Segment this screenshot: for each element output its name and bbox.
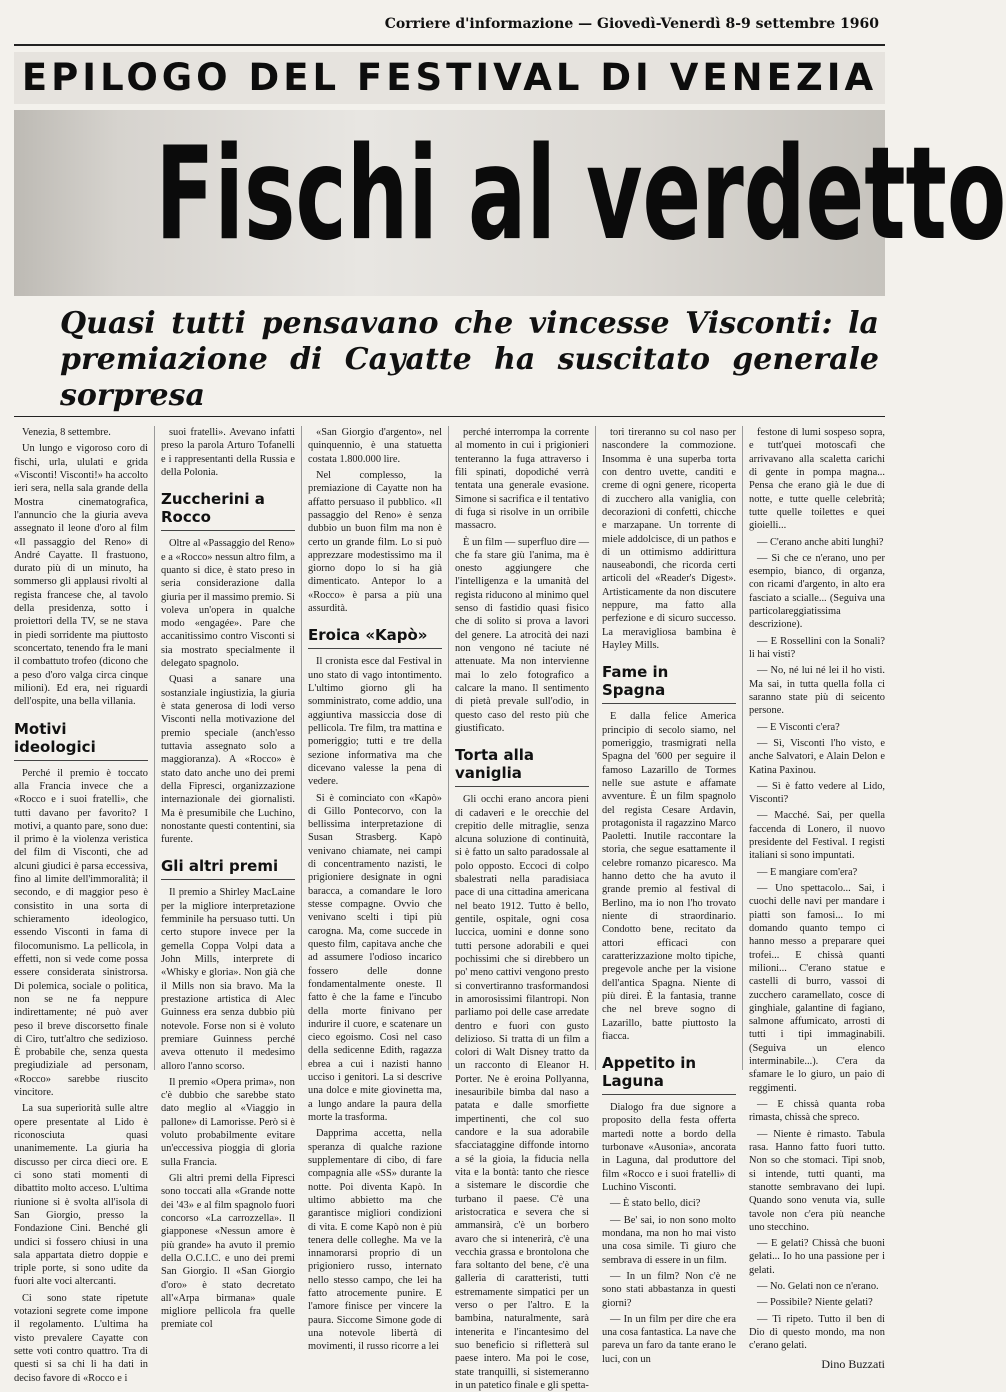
paragraph: Quasi a sanare una sostanziale ingiustizia, la giuria è stata generosa di lodi verso Visconti nella motivazione del premio speciale (anch'esso tuttavia assegnato solo a maggioranza). A «Rocco» è stato dato anche uno dei premi della Fipresci, organizzazione internazionale dei giornalisti. Ma è presumibile che Luchino, nonostante questi contentini, sia furente. [161, 674, 295, 846]
paragraph: — No. Gelati non ce n'erano. [757, 1281, 879, 1293]
paragraph: Dapprima accetta, nella speranza di qualche razione supplementare di cibo, di fare compagnia alle «SS» durante la notte. Poi diventa Kapò. In ultimo abbietto ma che garantisce migliori condizioni di vita. E come Kapò non è più tenera delle colleghe. Ma ve la innamorarsi proprio di un prigioniero russo, internato nello stesso campo, che lei ha fatto atrocemente punire. E l'amore finisce per vincere la paura. Siccome Simone gode di una notevole libertà di movimenti, il russo ricorre a lei [308, 1128, 442, 1353]
column-separator [154, 426, 155, 1070]
paragraph: perché interrompa la corrente al momento in cui i prigionieri tenteranno la fuga attraverso i fili spinati, dopodiché verrà tentata una generale evasione. Simone si sacrifica e il tentativo di fuga si risolve in un orribile massacro. [455, 427, 589, 532]
paragraph: — Sì è fatto vedere al Lido, Visconti? [749, 780, 885, 806]
paragraph: — Be' sai, io non sono molto mondana, ma non ho mai visto una cosa simile. Ti giuro che sembrava di essere in un film. [602, 1214, 736, 1266]
paragraph: Gli occhi erano ancora pieni di cadaveri e le orecchie del crepitio delle mitraglie, senza alcuna soluzione di continuità, si è fatto un salto paradossale al polo opposto. Eccoci di colpo sbalestrati nella paradisiaca pace di una cittadina americana nel beato 1912. Tutto è bello, gentile, ospitale, ogni cosa luccica, uomini e donne sono tutti persone adorabili e quei pochissimi che si direbbero un po' meno cattivi vengono presto si convertiranno trasformandosi in amorosissimi filantropi. Non parliamo poi delle case arredate dentro e fuori con gusto delizioso. Si tratta di un film a colori di Walt Disney tratto da un racconto di Eleanor H. Porter. Ne è eroina Pollyanna, inesauribile bimba dal naso a patata e dalle smorfiette impertinenti, che col suo candore e la sua adorabile sfacciataggine diffonde intorno a sé la gioia, la fiducia nella vita e la bontà: tanto che riesce a sistemare le discordie che turbano il paese. C'è una aristocratica e severa che si ammansirà, c'è un borbero avaro che si intenerirà, c'è una vecchia grassa e brontolona che fara soltanto del bene, c'è una galleria di caratteristi, tutti estremamente simpatici per un verso o per l'altro. E la bambina, naturalmente, sarà intenerita e l'incantesimo del suo beneficio si rifletterà sul paese intero. Ma poi le cose, state tranquilli, si sistemeranno in un patetico finale e gli spetta- [455, 794, 589, 1391]
paragraph: — In un film? Non c'è ne sono stati abbastanza in questi giorni? [602, 1270, 736, 1309]
column-6 [749, 426, 885, 1371]
author-signature: Dino Buzzati [821, 1356, 885, 1371]
paragraph: Un lungo e vigoroso coro di fischi, urla, ululati e grida «Visconti! Visconti!» ha accolto ieri sera, nella sala grande della Mostra cinematografica, l'annuncio che la giuria aveva assegnato il leone d'oro al film «Il passaggio del Reno» di André Cayatte. Il frastuono, durato più di un minuto, ha sommerso gli applausi rivolti al regista francese che, al tavolo della presidenza, sotto i proiettori della TV, se ne stava in piedi sorridente ma piuttosto sconcertato, tenendo fra le mani il combattuto trofeo (dicono che a peso d'oro valga circa cinque milioni). Ed era, nei riguardi dell'ospite, una bella villania. [14, 443, 148, 708]
main-headline: Fischi al verdetto [155, 120, 1006, 269]
paragraph: Il premio «Opera prima», non c'è dubbio che sarebbe stato dato meglio al «Viaggio in pallone» di Lamorisse. Però si è voluto probabilmente evitare un'eccessiva pioggia di gloria sulla Francia. [161, 1076, 295, 1168]
section-heading: Torta alla vaniglia [455, 743, 589, 787]
column-4 [455, 426, 589, 1391]
paragraph: Venezia, 8 settembre. [22, 427, 111, 438]
paragraph: — In un film per dire che era una cosa fantastica. La nave che pareva un faro da tante erano le luci, con un [602, 1313, 736, 1365]
paragraph: — Sì, Visconti l'ho visto, e anche Salvatori, e Alain Delon e Katina Paxinou. [749, 737, 885, 776]
column-separator [448, 426, 449, 1070]
paragraph: — Ti ripeto. Tutto il ben di Dio di questo mondo, ma non c'erano gelati. [749, 1313, 885, 1352]
paragraph: Si è cominciato con «Kapò» di Gillo Pontecorvo, con la bellissima interpretazione di Susan Strasberg. Kapò venivano chiamate, nei campi di concentramento nazisti, le prigioniere designate in ogni baracca, a comandare le loro stesse compagne. Ovvio che venivano scelti i tipi più carogna. Ma, come succede in questo film, capitava anche che ad assumere l'odioso incarico fossero delle donne fondamentalmente oneste. Il fatto è che la fame e l'incubo della morte finivano per indurire il cuore, e scatenare un cieco egoismo. Così nel caso della sedicenne Edith, ragazza ebrea a cui i nazisti hanno ucciso i genitori. La si descrive una dolce e mite giovinetta ma, a lungo andare la paura della morte la trasforma. [308, 792, 442, 1123]
section-heading: Gli altri premi [161, 854, 295, 880]
paragraph: — E chissà quanta roba rimasta, chissà che spreco. [749, 1099, 885, 1124]
article-columns [14, 426, 885, 1391]
paragraph: — E Visconti c'era? [757, 721, 840, 733]
paragraph: Il cronista esce dal Festival in uno stato di vago intontimento. L'ultimo giorno gli ha somministrato, come addio, una aggiuntiva massiccia dose di pellicola. Tre film, tra mattina e pomeriggio; tutti e tre della sezione informativa ma che dicevano valesse la pena di vedere. [308, 656, 442, 788]
paragraph: «San Giorgio d'argento», nel quinquennio, è una statuetta costata 1.800.000 lire. [308, 427, 442, 465]
paragraph: festone di lumi sospeso sopra, e tutt'quei motoscafi che arrivavano alla scaletta carichi di gente in pompa magna... Pensa che erano già le due di notte, e tutte quelle celebrità; tutte quelle toilettes e quei gioielli... [749, 427, 885, 532]
paragraph: — Niente è rimasto. Tabula rasa. Hanno fatto fuori tutto. Non so che stomaci. Tipi snob, si intende, tutti quanti, ma stanotte sembravano dei lupi. Quando sono venuta via, sulle tavole non c'era più neanche uno stecchino. [749, 1128, 885, 1233]
paragraph: — E gelati? Chissà che buoni gelati... Io ho una passione per i gelati. [749, 1238, 885, 1276]
paragraph: — Macché. Sai, per quella faccenda di Lonero, il nuovo presidente del Festival. I registi italiani si sono impuntati. [749, 810, 885, 862]
paragraph: Nel complesso, la premiazione di Cayatte non ha affatto persuaso il pubblico. «Il passaggio del Reno» è senza dubbio un buon film ma non è certo un grande film. Lo si può apprezzare modestissimo ma il giorno dopo lo si ha già dimenticato. Antepor lo a «Rocco» è parsa a più una assurdità. [308, 469, 442, 615]
section-heading: Fame in Spagna [602, 660, 736, 704]
columns-rule [14, 416, 885, 417]
paragraph: Dialogo fra due signore a proposito della festa offerta martedì notte a bordo della turbonave «Ausonia», ancorata in Laguna, dal produttore del film «Rocco e i suoi fratelli» di Luchino Visconti. [602, 1102, 736, 1193]
paragraph: Gli altri premi della Fipresci sono toccati alla «Grande notte dei '43» e al film spagnolo fuori concorso «La carrozzella». Il giapponese «Nessun amore è più grande» ha avuto il premio della O.C.I.C. e uno dei premi San Giorgio. Il «San Giorgio d'oro» è stato decretato all'«Arpa birmana» quale migliore pellicola fra quelle premiate col [161, 1173, 295, 1331]
paragraph: suoi fratelli». Avevano infatti preso la parola Arturo Tofanelli e i rappresentanti della Russia e della Polonia. [161, 427, 295, 478]
paragraph: E dalla felice America principio di secolo siamo, nel pomeriggio, trasmigrati nella Spagna del '600 per seguire il famoso Lazarillo de Tormes nelle sue astute e affamate avventure. È un film spagnolo del regista Cesare Ardavin, protagonista il ragazzino Marco Paoletti. Inutile raccontare la storia, che segue esattamente il celebre romanzo picaresco. Ma hanno detto che ha avuto il grande premio al festival di Berlino, ma io non l'ho trovato niente di straordinario. Condotto bene, recitato da attori efficaci con caratterizzazione molto tipiche, pregevole anche per la visione dell'antica Spagna. Niente di più direi. È la fantasia, tranne che nel breve sogno di Lazarillo, batte piuttosto la fiacca. [602, 711, 736, 1042]
paragraph: Ci sono state ripetute votazioni segrete come impone il regolamento. L'ultima ha visto prevalere Cayatte con sette voti contro quattro. Tra di questi si sa chi li ha dati in deciso favore di «Rocco e i [14, 1292, 148, 1384]
paragraph: — No, né lui né lei il ho visti. Ma sai, in tutta quella folla ci saranno state più di seicento persone. [749, 665, 885, 717]
paragraph: — Uno spettacolo... Sai, i cuochi delle navi per mandare i piatti son famosi... Io mi domando quanto tempo ci hanno messo a preparare quei trofei... E chissà quanti milioni... C'erano statue e castelli di burro, vassoi di zucchero caramellato, cosce di ginghiale, galantine di fagiano, salmone affumicato, arrosti di tutti i tipi immaginabili. (Seguiva un elenco interminabile...). C'era da sfamare le lo giuro, un paio di reggimenti. [749, 883, 885, 1094]
subheadline: Quasi tutti pensavano che vincesse Visconti: la premiazione di Cayatte ha suscitato generale sorpresa [60, 306, 879, 413]
paragraph: Il premio a Shirley MacLaine per la migliore interpretazione femminile ha persuaso tutti. Un certo stupore invece per la gemella Coppa Volpi data a John Mills, interprete di «Whisky e gloria». Non già che il Mills non sia bravo. Ma la prestazione artistica di Alec Guinness era senza dubbio più notevole. Forse non si è voluto premiare Guinness perché aveva ottenuto il medesimo alloro l'anno scorso. [161, 887, 295, 1072]
section-heading: Zuccherini a Rocco [161, 487, 295, 531]
paragraph: È un film — superfluo dire — che fa stare giù l'anima, ma è onesto aggiungere che l'intelligenza e la umanità del regista riducono al minimo quel senso di fastidio quasi fisico che di solito si prova a lavori del genere. La atrocità dei nazi non vengono né taciute né attenuate. Ma non intervienne mai lo zelo fotografico a calcare la mano. Il sentimento di pietà prevale sull'odio, in questo caso del resto più che giustificato. [455, 536, 589, 734]
column-3 [308, 426, 442, 1353]
section-heading: Motivi ideologici [14, 717, 148, 761]
section-heading: Appetito in Laguna [602, 1051, 736, 1095]
column-1 [14, 426, 148, 1384]
paragraph: — C'erano anche abiti lunghi? [757, 536, 884, 548]
dateline: Corriere d'informazione — Giovedì-Venerdì 8-9 settembre 1960 [384, 16, 879, 32]
column-separator [742, 426, 743, 1070]
paragraph: — E Rossellini con la Sonali? li hai visti? [749, 635, 885, 660]
paragraph: — E mangiare com'era? [757, 866, 858, 878]
headline-band [14, 110, 1006, 296]
column-5 [602, 426, 736, 1365]
column-2 [161, 426, 295, 1331]
paragraph: — Possibile? Niente gelati? [757, 1297, 873, 1309]
paragraph: tori tireranno su col naso per nascondere la commozione. Insomma è una superba torta con dentro uvette, canditi e creme di ogni genere, ricoperta di zucchero alla vaniglia, con decorazioni di confetti, chicche e marzapane. Un torrente di miele addolcisce, di un pathos e di un ottimismo addirittura nauseabondi, che ricorda certi articoli del «Reader's Digest». Artisticamente da non discutere neppure, ma fatto alla perfezione e di sicuro successo. La meravigliosa bambina è Hayley Mills. [602, 427, 736, 651]
column-separator [595, 426, 596, 1070]
paragraph: — Sì che ce n'erano, uno per esempio, bianco, di organza, con ricami d'argento, in alto era fasciato a scialle... (Seguiva una particolareggiatissima descrizione). [749, 552, 885, 631]
paragraph: Oltre al «Passaggio del Reno» e a «Rocco» nessun altro film, a quanto si dice, è stato preso in seria considerazione dalla giuria per il massimo premio. Si voleva un'opera in qualche modo «engagée». Pare che accanitissimo contro Visconti si sia mostrato specialmente il delegato spagnolo. [161, 538, 295, 670]
column-separator [301, 426, 302, 1070]
paragraph: Perché il premio è toccato alla Francia invece che a «Rocco e i suoi fratelli», che tutti davano per favorito? I motivi, a quanto pare, sono due: il primo è la violenza veristica del film di Visconti, che ad alcuni giudici è parsa eccessiva, fino al limite dell'immoralità; il secondo, e di maggior peso è consistito in una sorta di schieramento ideologico, essendo Visconti in fama di filocomunismo. La pellicola, in effetti, non si vede come possa essere considerata sinistrorsa. Di polemica, sociale o politica, non se ne fa neppure indirettamente; né può aver peso il breve discorsetto finale di Ciro, tutt'altro che sedizioso. È probabile che, senza questa pregiudiziale ad personam, «Rocco» sarebbe riuscito vincitore. [14, 767, 148, 1099]
top-rule [14, 44, 885, 46]
paragraph: — È stato bello, dici? [610, 1198, 701, 1210]
section-heading: Eroica «Kapò» [308, 623, 442, 649]
paragraph: La sua superiorità sulle altre opere presentate al Lido è riconosciuta quasi unanimemente. La giuria ha discusso per circa dieci ore. E ci sono stati momenti di dibattito molto acceso. L'ultima riunione si è svolta all'isola di San Giorgio, presso la Fondazione Cini. Benché gli undici si fossero chiusi in una sala appartata dietro doppie e triple porte, si sono udite da fuori alte voci altercanti. [14, 1103, 148, 1288]
kicker-headline: EPILOGO DEL FESTIVAL DI VENEZIA [14, 52, 885, 104]
